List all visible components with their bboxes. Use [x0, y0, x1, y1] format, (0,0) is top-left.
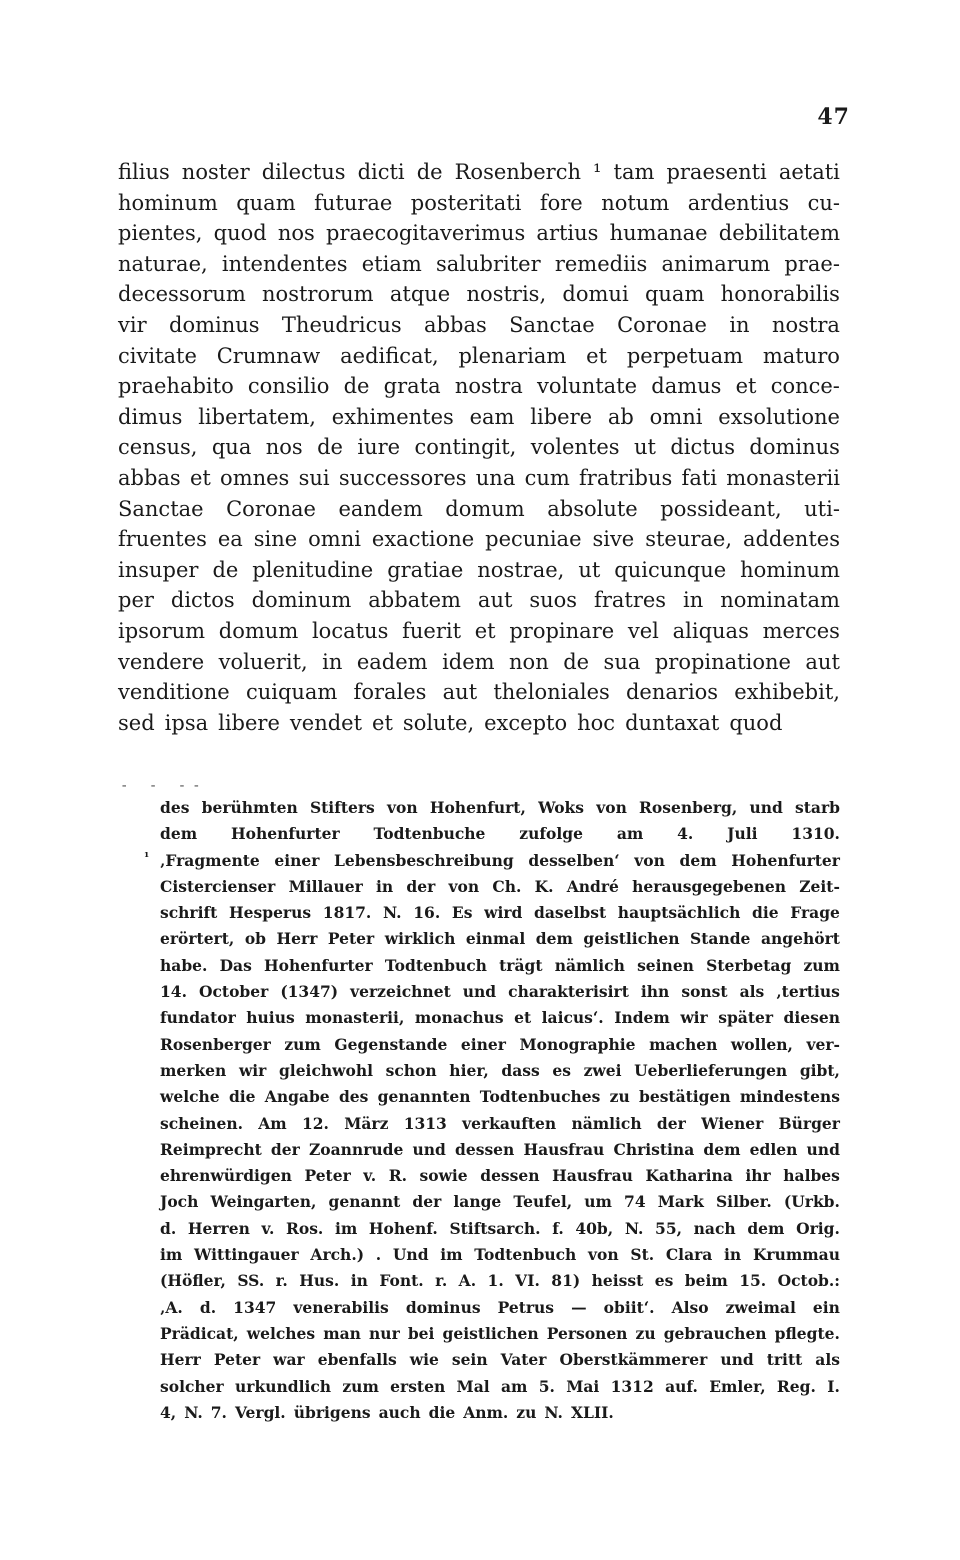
footnote-line: merken wir gleichwohl schon hier, dass es zwei Ueberlieferungen gibt,	[160, 1060, 840, 1080]
footnote-line: erörtert, ob Herr Peter wirklich einmal dem geistlichen Stande angehört	[160, 929, 840, 949]
text-line: insuper de plenitudine gratiae nostrae, ut quicunque hominum	[118, 557, 840, 582]
footnote-line: Prädicat, welches man nur bei geistlichen Personen zu gebrauchen pflegte.	[160, 1323, 840, 1343]
footnote-line: dem Hohenfurter Todtenbuche zufolge am 4. Juli 1310.	[160, 824, 840, 844]
text-line: naturae, intendentes etiam salubriter remediis animarum prae-	[118, 251, 840, 276]
text-line: vir dominus Theudricus abbas Sanctae Coronae in nostra	[118, 312, 840, 337]
footnote-line: im Wittingauer Arch.) . Und im Todtenbuch von St. Clara in Krummau	[160, 1245, 840, 1265]
footnote-line: Reimprecht der Zoannrude und dessen Hausfrau Christina dem edlen und	[160, 1139, 840, 1159]
footnote-line: ehrenwürdigen Peter v. R. sowie dessen Hausfrau Katharina ihr halbes	[160, 1166, 840, 1186]
footnotes	[144, 795, 840, 1426]
footnote-line: ‚Fragmente einer Lebensbeschreibung desselben‘ von dem Hohenfurter ¹	[160, 848, 840, 874]
footnote-line: solcher urkundlich zum ersten Mal am 5. Mai 1312 auf. Emler, Reg. I.	[160, 1376, 840, 1396]
text-line: praehabito consilio de grata nostra voluntate damus et conce-	[118, 374, 840, 399]
text-line: venditione cuiquam forales aut theloniales denarios exhibebit,	[118, 680, 840, 705]
footnote-line: Rosenberger zum Gegenstande einer Monographie machen wollen, ver-	[160, 1034, 840, 1054]
text-line: decessorum nostrorum atque nostris, domui quam honorabilis	[118, 282, 840, 307]
footnote-divider: - - --	[120, 778, 207, 794]
footnote-line: ‚A. d. 1347 venerabilis dominus Petrus — obiit‘. Also zweimal ein	[160, 1297, 840, 1317]
footnote-line: 14. October (1347) verzeichnet und charakterisirt ihn sonst als ‚tertius	[160, 982, 840, 1002]
footnote-line: d. Herren v. Ros. im Hohenf. Stiftsarch. f. 40b, N. 55, nach dem Orig.	[160, 1218, 840, 1238]
text-line: hominum quam futurae posteritati fore notum ardentius cu-	[118, 190, 840, 215]
footnote-line: Herr Peter war ebenfalls wie sein Vater Oberstkämmerer und tritt als	[160, 1350, 840, 1370]
text-line: civitate Crumnaw aedificat, plenariam et perpetuam maturo	[118, 343, 840, 368]
text-line: filius noster dilectus dicti de Rosenberch ¹ tam praesenti aetati	[118, 160, 840, 184]
main-text	[118, 157, 840, 738]
text-line: pientes, quod nos praecogitaverimus artius humanae debilitatem	[118, 221, 840, 246]
text-line: Sanctae Coronae eandem domum absolute possideant, uti-	[118, 496, 840, 521]
text-line: vendere voluerit, in eadem idem non de sua propinatione aut	[118, 649, 840, 674]
text-line: per dictos dominum abbatem aut suos fratres in nominatam	[118, 588, 840, 613]
footnote-line: welche die Angabe des genannten Todtenbuches zu bestätigen mindestens	[160, 1087, 840, 1107]
text-line: ipsorum domum locatus fuerit et propinare vel aliquas merces	[118, 618, 840, 643]
footnote-line: scheinen. Am 12. März 1313 verkauften nämlich der Wiener Bürger	[160, 1113, 840, 1133]
page-number: 47	[817, 104, 850, 130]
footnote-line: des berühmten Stifters von Hohenfurt, Woks von Rosenberg, und starb	[160, 798, 840, 817]
text-line: fruentes ea sine omni exactione pecuniae sive steurae, addentes	[118, 527, 840, 552]
footnote-line: schrift Hesperus 1817. N. 16. Es wird daselbst hauptsächlich die Frage	[160, 903, 840, 923]
footnote-marker: ¹	[144, 849, 150, 864]
text-line: census, qua nos de iure contingit, volentes ut dictus dominus	[118, 435, 840, 460]
text-line: dimus libertatem, exhimentes eam libere ab omni exsolutione	[118, 404, 840, 429]
footnote-line: Cistercienser Millauer in der von Ch. K. André herausgegebenen Zeit-	[160, 876, 840, 896]
text-line: abbas et omnes sui successores una cum fratribus fati monasterii	[118, 465, 840, 490]
footnote-line: Joch Weingarten, genannt der lange Teufel, um 74 Mark Silber. (Urkb.	[160, 1192, 840, 1212]
footnote-line: fundator huius monasterii, monachus et laicus‘. Indem wir später diesen	[160, 1008, 840, 1028]
footnote-line: (Höfler, SS. r. Hus. in Font. r. A. 1. VI. 81) heisst es beim 15. Octob.:	[160, 1271, 840, 1291]
text-line: sed ipsa libere vendet et solute, excepto hoc duntaxat quod	[118, 710, 783, 735]
footnote-line: habe. Das Hohenfurter Todtenbuch trägt nämlich seinen Sterbetag zum	[160, 955, 840, 975]
footnote-line: 4, N. 7. Vergl. übrigens auch die Anm. zu N. XLII.	[160, 1402, 614, 1422]
